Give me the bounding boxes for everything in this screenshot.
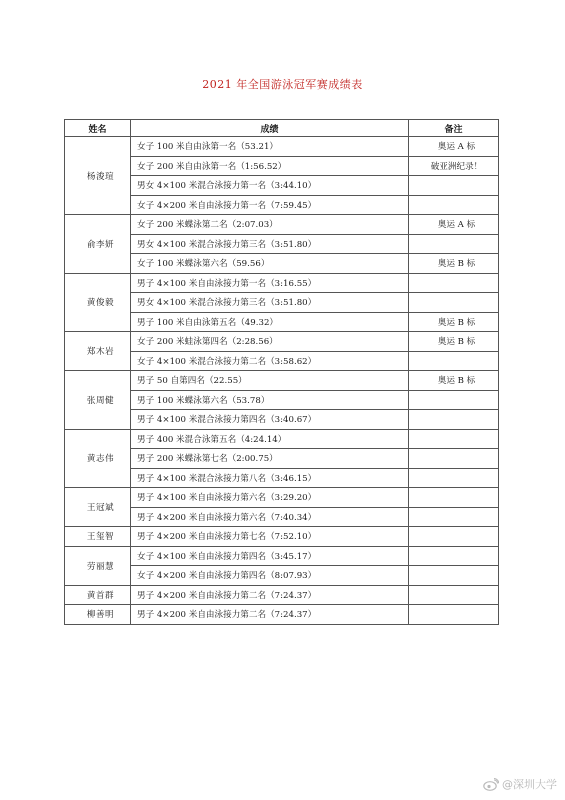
result-cell: 男女 4×100 米混合泳接力第三名（3:51.80） (131, 234, 409, 254)
note-cell (409, 546, 499, 566)
header-note: 备注 (409, 120, 499, 137)
result-cell: 男子 100 米蝶泳第六名（53.78） (131, 390, 409, 410)
note-cell (409, 351, 499, 371)
note-cell: 奥运 B 标 (409, 254, 499, 274)
table-row (65, 410, 499, 430)
result-cell: 男子 4×100 米自由泳接力第六名（3:29.20） (131, 488, 409, 508)
athlete-name: 王冠斌 (65, 488, 131, 527)
result-cell: 女子 200 米蛙泳第四名（2:28.56） (131, 332, 409, 352)
table-row (65, 390, 499, 410)
note-cell: 奥运 B 标 (409, 371, 499, 391)
result-cell: 男女 4×100 米混合泳接力第三名（3:51.80） (131, 293, 409, 313)
table-row (65, 176, 499, 196)
result-cell: 男子 400 米混合泳第五名（4:24.14） (131, 429, 409, 449)
note-cell (409, 176, 499, 196)
note-cell (409, 234, 499, 254)
athlete-name: 黄俊毅 (65, 273, 131, 332)
table-row (65, 585, 499, 605)
note-cell (409, 410, 499, 430)
result-cell: 男子 4×100 米自由泳接力第一名（3:16.55） (131, 273, 409, 293)
result-cell: 男子 100 米自由泳第五名（49.32） (131, 312, 409, 332)
result-cell: 男子 200 米蝶泳第七名（2:00.75） (131, 449, 409, 469)
weibo-icon (483, 778, 499, 791)
table-row (65, 215, 499, 235)
result-cell: 男女 4×100 米混合泳接力第一名（3:44.10） (131, 176, 409, 196)
watermark-text: @深圳大学 (502, 778, 557, 791)
note-cell (409, 566, 499, 586)
result-cell: 男子 50 自第四名（22.55） (131, 371, 409, 391)
note-cell (409, 429, 499, 449)
note-cell: 破亚洲纪录！ (409, 156, 499, 176)
table-row (65, 429, 499, 449)
table-row (65, 566, 499, 586)
result-cell: 女子 4×100 米自由泳接力第四名（3:45.17） (131, 546, 409, 566)
note-cell (409, 527, 499, 547)
note-cell (409, 488, 499, 508)
result-cell: 女子 200 米自由泳第一名（1:56.52） (131, 156, 409, 176)
header-row (65, 120, 499, 137)
athlete-name: 杨浚瑄 (65, 137, 131, 215)
note-cell (409, 468, 499, 488)
result-cell: 女子 4×200 米自由泳接力第四名（8:07.93） (131, 566, 409, 586)
table-row (65, 371, 499, 391)
note-cell: 奥运 A 标 (409, 215, 499, 235)
result-cell: 女子 4×200 米自由泳接力第一名（7:59.45） (131, 195, 409, 215)
result-cell: 男子 4×200 米自由泳接力第七名（7:52.10） (131, 527, 409, 547)
result-cell: 女子 100 米蝶泳第六名（59.56） (131, 254, 409, 274)
table-row (65, 254, 499, 274)
table-row (65, 195, 499, 215)
athlete-name: 郑木岩 (65, 332, 131, 371)
result-cell: 男子 4×200 米自由泳接力第二名（7:24.37） (131, 585, 409, 605)
result-cell: 男子 4×200 米自由泳接力第二名（7:24.37） (131, 605, 409, 625)
table-row (65, 468, 499, 488)
note-cell (409, 449, 499, 469)
result-cell: 男子 4×100 米混合泳接力第四名（3:40.67） (131, 410, 409, 430)
table-row (65, 507, 499, 527)
athlete-name: 张周健 (65, 371, 131, 430)
note-cell (409, 605, 499, 625)
result-cell: 男子 4×200 米自由泳接力第六名（7:40.34） (131, 507, 409, 527)
table-row (65, 546, 499, 566)
note-cell: 奥运 B 标 (409, 332, 499, 352)
note-cell: 奥运 B 标 (409, 312, 499, 332)
athlete-name: 黄首群 (65, 585, 131, 605)
table-row (65, 488, 499, 508)
athlete-name: 柳善明 (65, 605, 131, 625)
note-cell (409, 273, 499, 293)
note-cell (409, 585, 499, 605)
table-row (65, 449, 499, 469)
result-cell: 女子 100 米自由泳第一名（53.21） (131, 137, 409, 157)
note-cell (409, 195, 499, 215)
document-title: 2021 年全国游泳冠军赛成绩表 (202, 78, 363, 91)
table-row (65, 293, 499, 313)
athlete-name: 黄志伟 (65, 429, 131, 488)
athlete-name: 劳丽慧 (65, 546, 131, 585)
table-row (65, 605, 499, 625)
note-cell (409, 293, 499, 313)
note-cell (409, 390, 499, 410)
result-cell: 男子 4×100 米混合泳接力第八名（3:46.15） (131, 468, 409, 488)
watermark (483, 776, 557, 792)
note-cell: 奥运 A 标 (409, 137, 499, 157)
table-row (65, 156, 499, 176)
table-row (65, 312, 499, 332)
result-cell: 女子 200 米蝶泳第二名（2:07.03） (131, 215, 409, 235)
table-row (65, 137, 499, 157)
table-row (65, 332, 499, 352)
table-row (65, 527, 499, 547)
header-result: 成绩 (131, 120, 409, 137)
results-table (64, 119, 499, 625)
table-row (65, 234, 499, 254)
athlete-name: 王玺智 (65, 527, 131, 547)
athlete-name: 俞李妍 (65, 215, 131, 274)
header-name: 姓名 (65, 120, 131, 137)
result-cell: 女子 4×100 米混合泳接力第二名（3:58.62） (131, 351, 409, 371)
note-cell (409, 507, 499, 527)
table-row (65, 351, 499, 371)
results-body (65, 137, 499, 625)
table-row (65, 273, 499, 293)
